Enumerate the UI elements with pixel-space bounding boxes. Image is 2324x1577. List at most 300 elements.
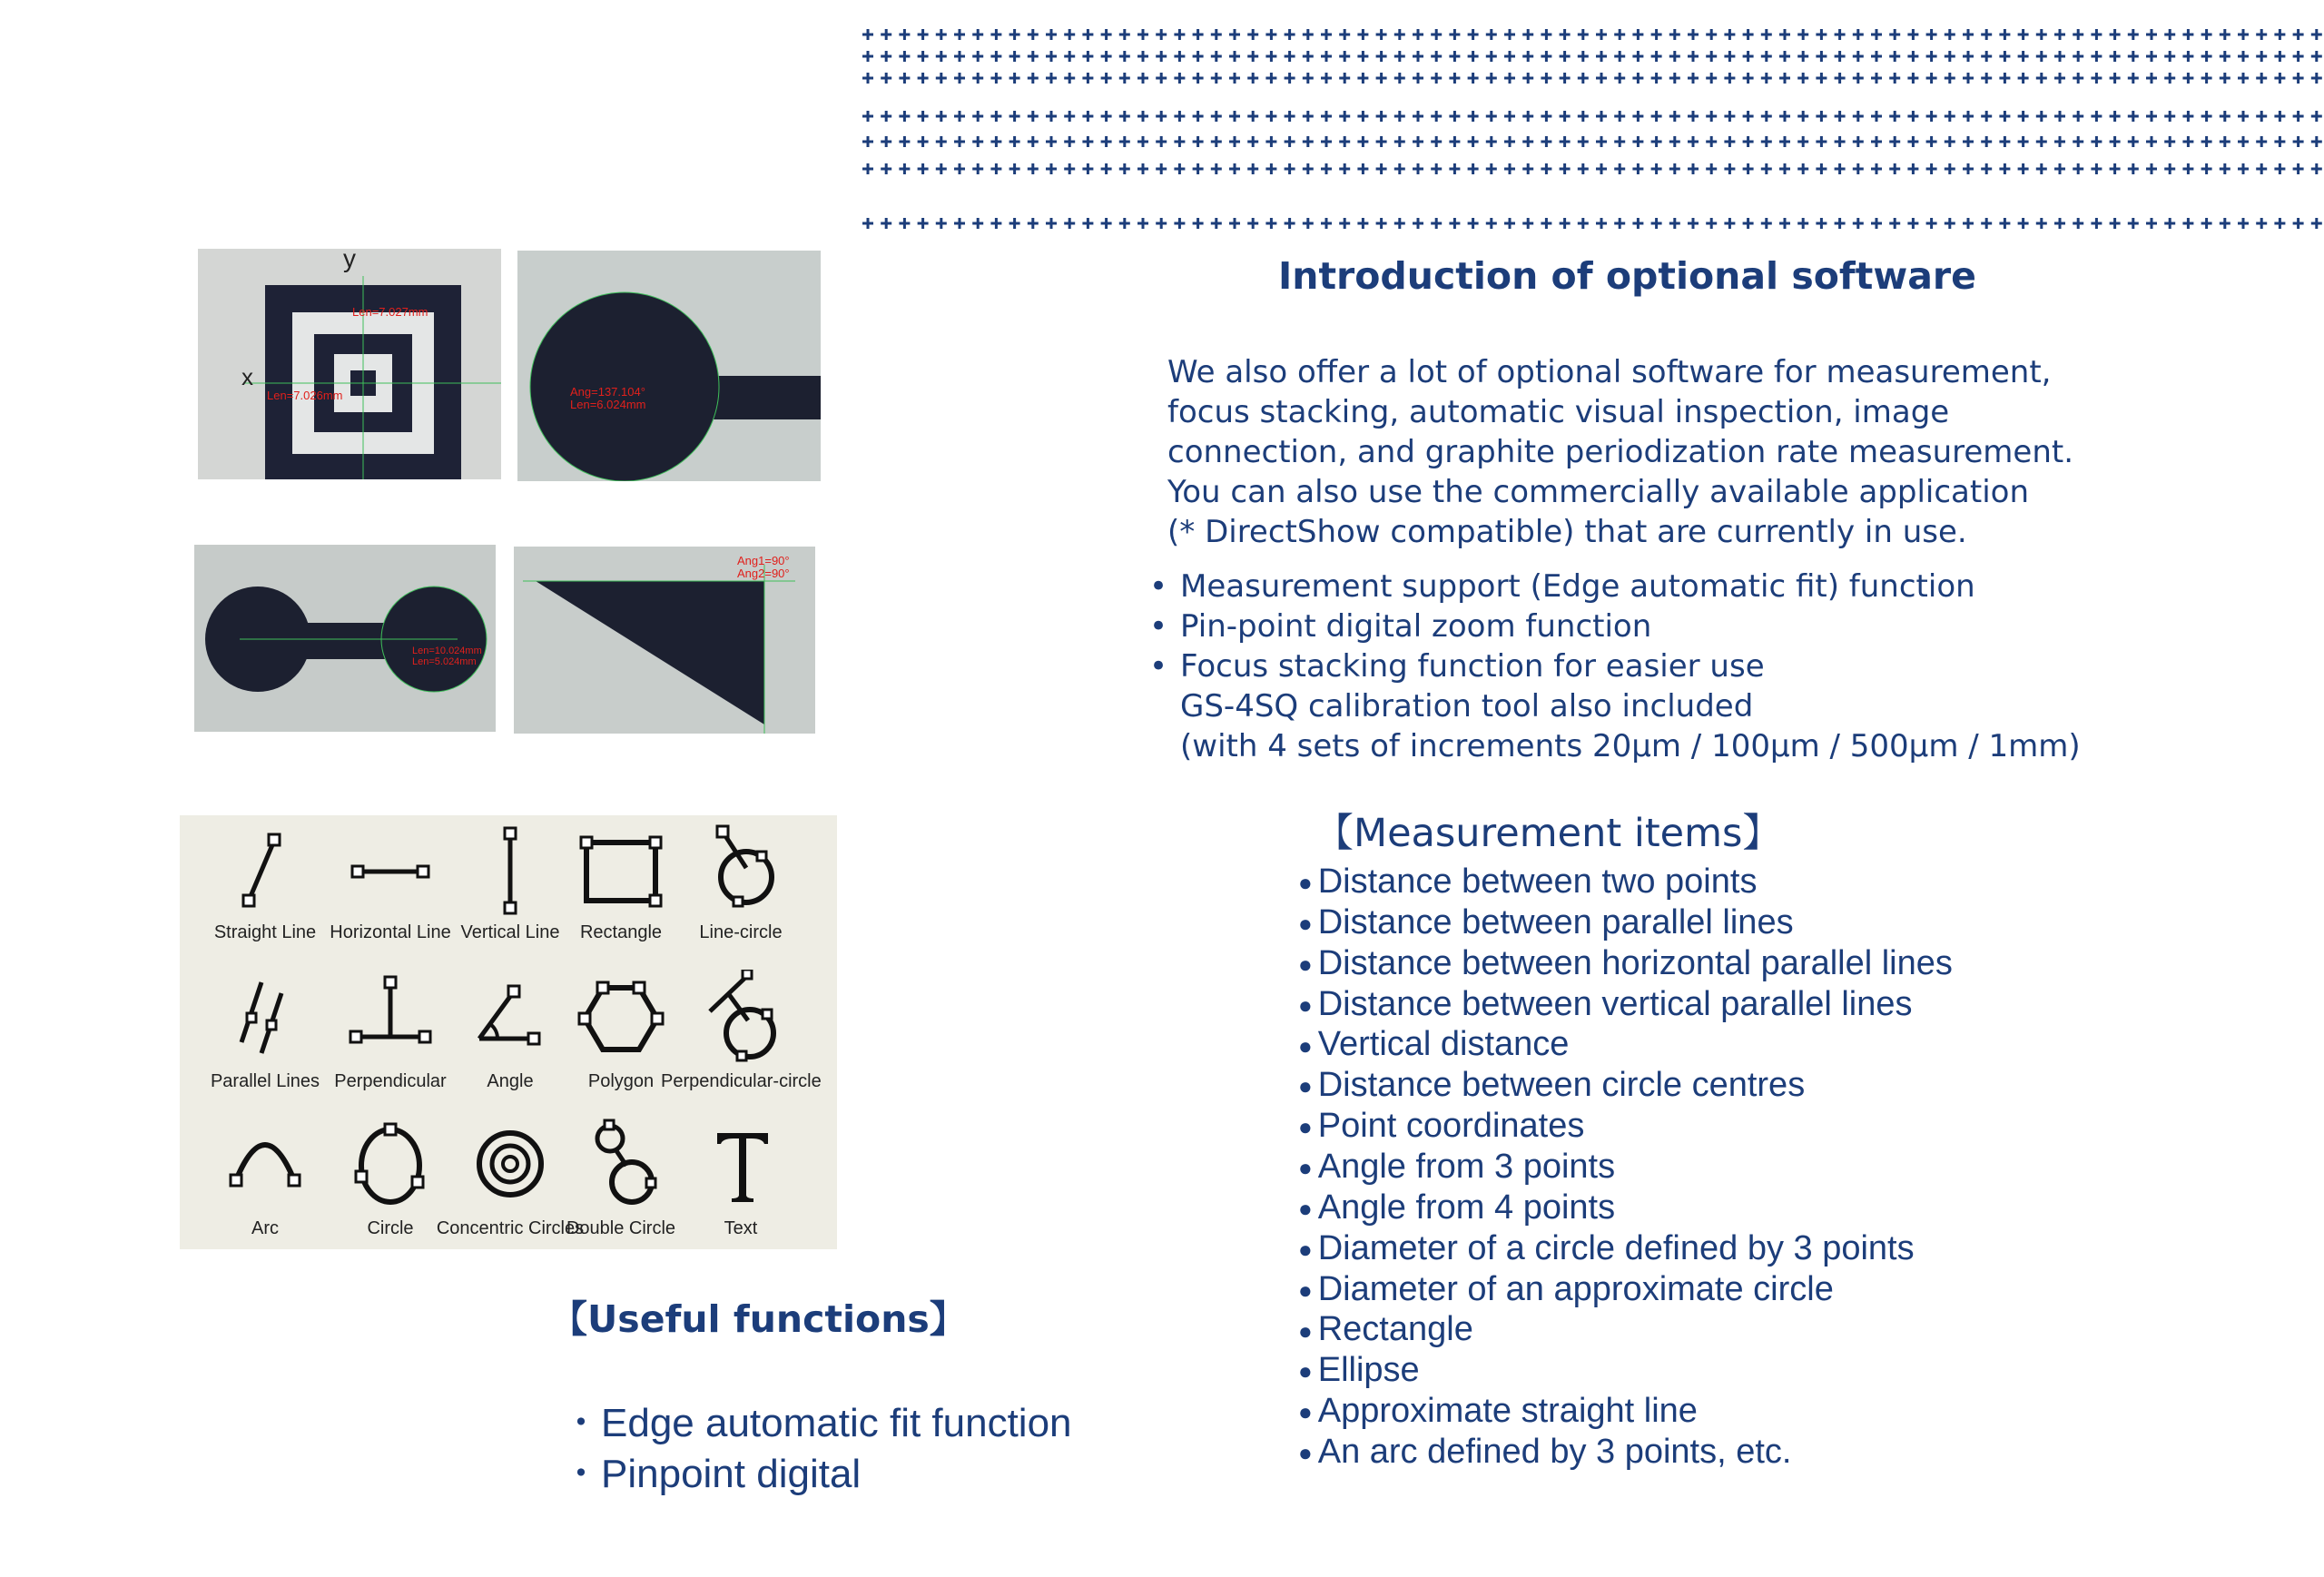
plus-mark — [2054, 111, 2065, 122]
measurement-list — [1298, 862, 1953, 1474]
plus-mark — [1816, 111, 1827, 122]
list-item: ● Distance between circle centres — [1298, 1066, 1806, 1105]
plus-mark — [1724, 163, 1735, 174]
annotation-label: Ang=137.104° — [570, 385, 645, 399]
plus-mark — [1137, 218, 1148, 229]
plus-mark — [899, 218, 910, 229]
plus-mark — [1285, 29, 1295, 40]
plus-mark — [1632, 73, 1643, 84]
plus-mark — [954, 218, 965, 229]
plus-mark — [1357, 111, 1368, 122]
plus-mark — [2036, 51, 2047, 62]
plus-mark — [1560, 136, 1571, 147]
plus-mark — [2073, 163, 2083, 174]
plus-mark — [1614, 136, 1625, 147]
plus-mark — [1761, 29, 1772, 40]
plus-mark — [2054, 163, 2065, 174]
plus-mark — [2220, 73, 2230, 84]
plus-mark — [1614, 73, 1625, 84]
plus-mark — [2256, 218, 2267, 229]
plus-mark — [1907, 218, 1918, 229]
plus-mark — [1303, 111, 1314, 122]
plus-mark — [2164, 111, 2175, 122]
plus-mark — [2311, 29, 2322, 40]
plus-mark — [1339, 163, 1350, 174]
plus-mark — [2182, 29, 2193, 40]
plus-mark — [2256, 29, 2267, 40]
plus-mark — [1082, 29, 1093, 40]
plus-mark — [1174, 163, 1185, 174]
plus-mark — [1229, 163, 1240, 174]
plus-mark — [2054, 29, 2065, 40]
plus-mark — [972, 111, 983, 122]
plus-mark — [1028, 111, 1039, 122]
plus-mark — [862, 51, 873, 62]
plus-mark — [2256, 136, 2267, 147]
plus-mark — [1376, 218, 1387, 229]
plus-mark — [1285, 51, 1295, 62]
plus-mark — [1376, 111, 1387, 122]
plus-mark — [990, 163, 1001, 174]
plus-mark — [1156, 111, 1167, 122]
plus-mark — [2128, 218, 2139, 229]
plus-mark — [1999, 136, 2010, 147]
plus-pattern — [861, 209, 2324, 236]
plus-mark — [1265, 163, 1276, 174]
plus-mark — [2091, 29, 2102, 40]
plus-mark — [1082, 136, 1093, 147]
plus-mark — [1706, 111, 1717, 122]
plus-mark — [1853, 51, 1864, 62]
plus-mark — [1486, 111, 1497, 122]
annotation-label: Len=7.026mm — [267, 389, 343, 402]
plus-mark — [1945, 218, 1955, 229]
plus-mark — [1211, 218, 1222, 229]
plus-mark — [1028, 73, 1039, 84]
rectangle-icon — [577, 821, 665, 921]
plus-mark — [1596, 218, 1607, 229]
plus-mark — [1560, 218, 1571, 229]
plus-mark — [936, 29, 947, 40]
plus-mark — [1797, 163, 1808, 174]
plus-mark — [881, 136, 891, 147]
plus-mark — [1578, 163, 1589, 174]
plus-mark — [1889, 29, 1900, 40]
plus-mark — [1816, 218, 1827, 229]
plus-mark — [1247, 111, 1258, 122]
annotation-label: Len=5.024mm — [412, 656, 477, 667]
list-item: ● Point coordinates — [1298, 1107, 1585, 1146]
plus-mark — [1174, 73, 1185, 84]
plus-mark — [1797, 111, 1808, 122]
plus-mark — [1339, 29, 1350, 40]
plus-mark — [2274, 218, 2285, 229]
plus-mark — [1265, 29, 1276, 40]
plus-mark — [1632, 111, 1643, 122]
plus-mark — [1797, 136, 1808, 147]
plus-mark — [1522, 163, 1533, 174]
plus-mark — [2018, 136, 2029, 147]
plus-mark — [1688, 73, 1699, 84]
plus-mark — [2073, 218, 2083, 229]
plus-mark — [2091, 163, 2102, 174]
plus-mark — [1522, 73, 1533, 84]
plus-mark — [1028, 136, 1039, 147]
plus-mark — [1522, 29, 1533, 40]
plus-mark — [1486, 136, 1497, 147]
plus-mark — [918, 136, 929, 147]
plus-mark — [881, 163, 891, 174]
plus-mark — [1137, 163, 1148, 174]
plus-mark — [1632, 163, 1643, 174]
plus-mark — [1522, 136, 1533, 147]
plus-mark — [1339, 136, 1350, 147]
plus-mark — [1614, 111, 1625, 122]
plus-mark — [1688, 29, 1699, 40]
plus-mark — [972, 73, 983, 84]
plus-mark — [2201, 29, 2212, 40]
plus-mark — [1761, 51, 1772, 62]
plus-mark — [1064, 111, 1075, 122]
plus-mark — [1963, 163, 1974, 174]
plus-mark — [2293, 163, 2304, 174]
intro-line: (* DirectShow compatible) that are currently in use. — [1167, 514, 1967, 550]
plus-mark — [1321, 111, 1332, 122]
plus-mark — [1119, 111, 1130, 122]
plus-mark — [1082, 218, 1093, 229]
plus-mark — [1376, 163, 1387, 174]
plus-mark — [1064, 73, 1075, 84]
plus-mark — [2238, 163, 2249, 174]
tool-label: Rectangle — [579, 922, 663, 942]
annotation-label: Len=7.027mm — [352, 305, 428, 319]
plus-mark — [1449, 73, 1460, 84]
plus-mark — [1999, 163, 2010, 174]
plus-mark — [1413, 111, 1423, 122]
plus-mark — [1064, 163, 1075, 174]
plus-mark — [1743, 29, 1754, 40]
plus-mark — [1945, 111, 1955, 122]
plus-mark — [1449, 29, 1460, 40]
plus-mark — [1853, 73, 1864, 84]
plus-mark — [1486, 163, 1497, 174]
plus-mark — [862, 73, 873, 84]
plus-mark — [1761, 218, 1772, 229]
plus-mark — [1211, 136, 1222, 147]
plus-mark — [1761, 163, 1772, 174]
sample-photo-triangle — [514, 547, 815, 734]
plus-mark — [2036, 73, 2047, 84]
tool-perpendicular-circle — [661, 964, 822, 1109]
plus-mark — [2091, 51, 2102, 62]
plus-mark — [1285, 111, 1295, 122]
plus-mark — [1431, 73, 1442, 84]
plus-mark — [2311, 136, 2322, 147]
plus-mark — [1560, 29, 1571, 40]
plus-mark — [1743, 163, 1754, 174]
plus-mark — [1614, 51, 1625, 62]
plus-mark — [1357, 29, 1368, 40]
plus-mark — [1688, 111, 1699, 122]
plus-mark — [1449, 218, 1460, 229]
plus-mark — [954, 111, 965, 122]
tool-label: Horizontal Line — [330, 922, 451, 942]
plus-mark — [2311, 73, 2322, 84]
plus-mark — [2274, 29, 2285, 40]
plus-mark — [2201, 218, 2212, 229]
plus-mark — [1229, 218, 1240, 229]
plus-mark — [1743, 51, 1754, 62]
plus-mark — [1926, 218, 1937, 229]
plus-mark — [1596, 29, 1607, 40]
plus-mark — [1651, 136, 1662, 147]
vertical-line-icon — [467, 821, 554, 921]
plus-mark — [1285, 73, 1295, 84]
plus-mark — [1046, 51, 1057, 62]
tool-line-circle — [679, 815, 803, 961]
plus-mark — [899, 29, 910, 40]
plus-mark — [1688, 51, 1699, 62]
plus-mark — [2146, 73, 2157, 84]
plus-mark — [936, 163, 947, 174]
plus-mark — [1907, 163, 1918, 174]
plus-mark — [1706, 51, 1717, 62]
plus-mark — [1743, 218, 1754, 229]
plus-mark — [1797, 73, 1808, 84]
plus-mark — [1394, 163, 1405, 174]
plus-mark — [1706, 163, 1717, 174]
measurement-tools-panel — [180, 815, 837, 1249]
plus-mark — [2091, 136, 2102, 147]
plus-mark — [1303, 136, 1314, 147]
plus-mark — [1394, 29, 1405, 40]
plus-mark — [899, 73, 910, 84]
tool-label: Polygon — [587, 1071, 655, 1091]
plus-mark — [899, 51, 910, 62]
plus-mark — [1376, 51, 1387, 62]
plus-mark — [1853, 29, 1864, 40]
plus-mark — [1468, 51, 1479, 62]
plus-mark — [954, 73, 965, 84]
tool-label: Vertical Line — [460, 922, 560, 942]
plus-mark — [2073, 111, 2083, 122]
plus-mark — [1413, 51, 1423, 62]
plus-mark — [1101, 111, 1112, 122]
plus-mark — [881, 73, 891, 84]
plus-mark — [1468, 218, 1479, 229]
plus-mark — [918, 29, 929, 40]
plus-mark — [2091, 111, 2102, 122]
list-item: ・Pinpoint digital — [561, 1452, 862, 1496]
plus-mark — [1431, 163, 1442, 174]
plus-mark — [1247, 73, 1258, 84]
plus-mark — [954, 136, 965, 147]
plus-mark — [1431, 218, 1442, 229]
plus-mark — [1449, 51, 1460, 62]
plus-mark — [1761, 111, 1772, 122]
annotation-label: Ang1=90° — [737, 554, 790, 567]
plus-mark — [1449, 163, 1460, 174]
plus-mark — [1945, 73, 1955, 84]
plus-mark — [1560, 51, 1571, 62]
intro-line: focus stacking, automatic visual inspection, image — [1167, 394, 1950, 430]
plus-mark — [1321, 136, 1332, 147]
plus-mark — [2110, 29, 2121, 40]
plus-mark — [2054, 51, 2065, 62]
plus-mark — [1981, 29, 1992, 40]
plus-mark — [1376, 73, 1387, 84]
plus-mark — [2201, 51, 2212, 62]
plus-mark — [1265, 73, 1276, 84]
plus-mark — [1468, 136, 1479, 147]
plus-mark — [1265, 51, 1276, 62]
plus-mark — [1137, 73, 1148, 84]
plus-mark — [1339, 218, 1350, 229]
plus-mark — [1174, 51, 1185, 62]
plus-mark — [1999, 29, 2010, 40]
plus-mark — [1797, 29, 1808, 40]
measurement-heading: 【Measurement items】 — [1315, 811, 1782, 856]
plus-mark — [2256, 73, 2267, 84]
plus-mark — [2164, 218, 2175, 229]
plus-mark — [990, 29, 1001, 40]
plus-mark — [1046, 111, 1057, 122]
list-item: (with 4 sets of increments 20μm / 100μm / 500μm / 1mm) — [1180, 728, 2081, 764]
plus-mark — [1193, 136, 1204, 147]
plus-mark — [1779, 163, 1790, 174]
plus-mark — [1357, 163, 1368, 174]
list-item: ● Angle from 3 points — [1298, 1148, 1616, 1187]
plus-mark — [1101, 29, 1112, 40]
plus-mark — [2036, 111, 2047, 122]
plus-mark — [1926, 51, 1937, 62]
tool-label: Perpendicular-circle — [661, 1071, 822, 1091]
plus-mark — [2293, 73, 2304, 84]
plus-mark — [1413, 218, 1423, 229]
plus-mark — [1009, 136, 1020, 147]
plus-mark — [1339, 111, 1350, 122]
plus-mark — [1926, 111, 1937, 122]
plus-mark — [954, 163, 965, 174]
plus-mark — [1669, 136, 1680, 147]
plus-mark — [1394, 136, 1405, 147]
tool-straight-line — [203, 815, 327, 961]
plus-mark — [1688, 136, 1699, 147]
plus-mark — [1229, 29, 1240, 40]
plus-mark — [1871, 136, 1882, 147]
plus-mark — [1431, 136, 1442, 147]
plus-mark — [862, 111, 873, 122]
tool-label: Double Circle — [566, 1218, 676, 1238]
page-title: Introduction of optional software — [1278, 254, 1976, 298]
plus-mark — [1835, 136, 1846, 147]
plus-mark — [1137, 29, 1148, 40]
plus-mark — [1156, 73, 1167, 84]
plus-mark — [1211, 29, 1222, 40]
plus-mark — [1945, 136, 1955, 147]
useful-heading: 【Useful functions】 — [550, 1297, 967, 1341]
plus-mark — [2164, 136, 2175, 147]
plus-mark — [1028, 29, 1039, 40]
plus-mark — [2256, 111, 2267, 122]
plus-mark — [1449, 136, 1460, 147]
plus-mark — [2182, 136, 2193, 147]
plus-mark — [936, 136, 947, 147]
plus-mark — [1999, 111, 2010, 122]
plus-mark — [1926, 163, 1937, 174]
plus-mark — [1578, 218, 1589, 229]
plus-mark — [1193, 51, 1204, 62]
list-item: ● Diameter of an approximate circle — [1298, 1269, 1834, 1308]
plus-mark — [2128, 163, 2139, 174]
plus-mark — [1303, 218, 1314, 229]
plus-mark — [1724, 29, 1735, 40]
plus-mark — [972, 163, 983, 174]
plus-mark — [2128, 111, 2139, 122]
plus-mark — [1963, 218, 1974, 229]
plus-mark — [1247, 29, 1258, 40]
plus-mark — [2054, 73, 2065, 84]
plus-mark — [2311, 218, 2322, 229]
plus-mark — [1724, 51, 1735, 62]
plus-mark — [1247, 51, 1258, 62]
plus-mark — [1009, 73, 1020, 84]
plus-mark — [1835, 29, 1846, 40]
plus-mark — [1541, 111, 1551, 122]
plus-mark — [1651, 29, 1662, 40]
plus-mark — [1137, 111, 1148, 122]
plus-mark — [918, 111, 929, 122]
annotation-label: Len=10.024mm — [412, 646, 482, 656]
plus-mark — [1853, 163, 1864, 174]
plus-mark — [1486, 73, 1497, 84]
plus-mark — [1945, 29, 1955, 40]
plus-mark — [1853, 218, 1864, 229]
plus-mark — [990, 51, 1001, 62]
tool-label: Perpendicular — [334, 1071, 447, 1091]
plus-mark — [1889, 136, 1900, 147]
plus-mark — [2182, 51, 2193, 62]
axis-x-label: x — [241, 363, 253, 390]
plus-mark — [1064, 29, 1075, 40]
plus-mark — [1303, 73, 1314, 84]
plus-mark — [1211, 163, 1222, 174]
plus-mark — [1468, 163, 1479, 174]
plus-mark — [2110, 218, 2121, 229]
plus-mark — [862, 163, 873, 174]
useful-list — [561, 1398, 1072, 1500]
plus-mark — [2146, 111, 2157, 122]
plus-mark — [1835, 163, 1846, 174]
plus-mark — [1688, 218, 1699, 229]
plus-mark — [1303, 163, 1314, 174]
plus-mark — [1211, 51, 1222, 62]
plus-mark — [1816, 51, 1827, 62]
plus-mark — [881, 51, 891, 62]
plus-mark — [1119, 51, 1130, 62]
plus-mark — [1981, 218, 1992, 229]
tool-label: Concentric Circles — [436, 1218, 585, 1238]
plus-mark — [1413, 29, 1423, 40]
plus-mark — [1835, 73, 1846, 84]
plus-mark — [1651, 111, 1662, 122]
plus-mark — [1009, 218, 1020, 229]
plus-mark — [1963, 29, 1974, 40]
plus-mark — [1522, 51, 1533, 62]
plus-mark — [1028, 51, 1039, 62]
plus-mark — [1321, 29, 1332, 40]
plus-mark — [972, 29, 983, 40]
